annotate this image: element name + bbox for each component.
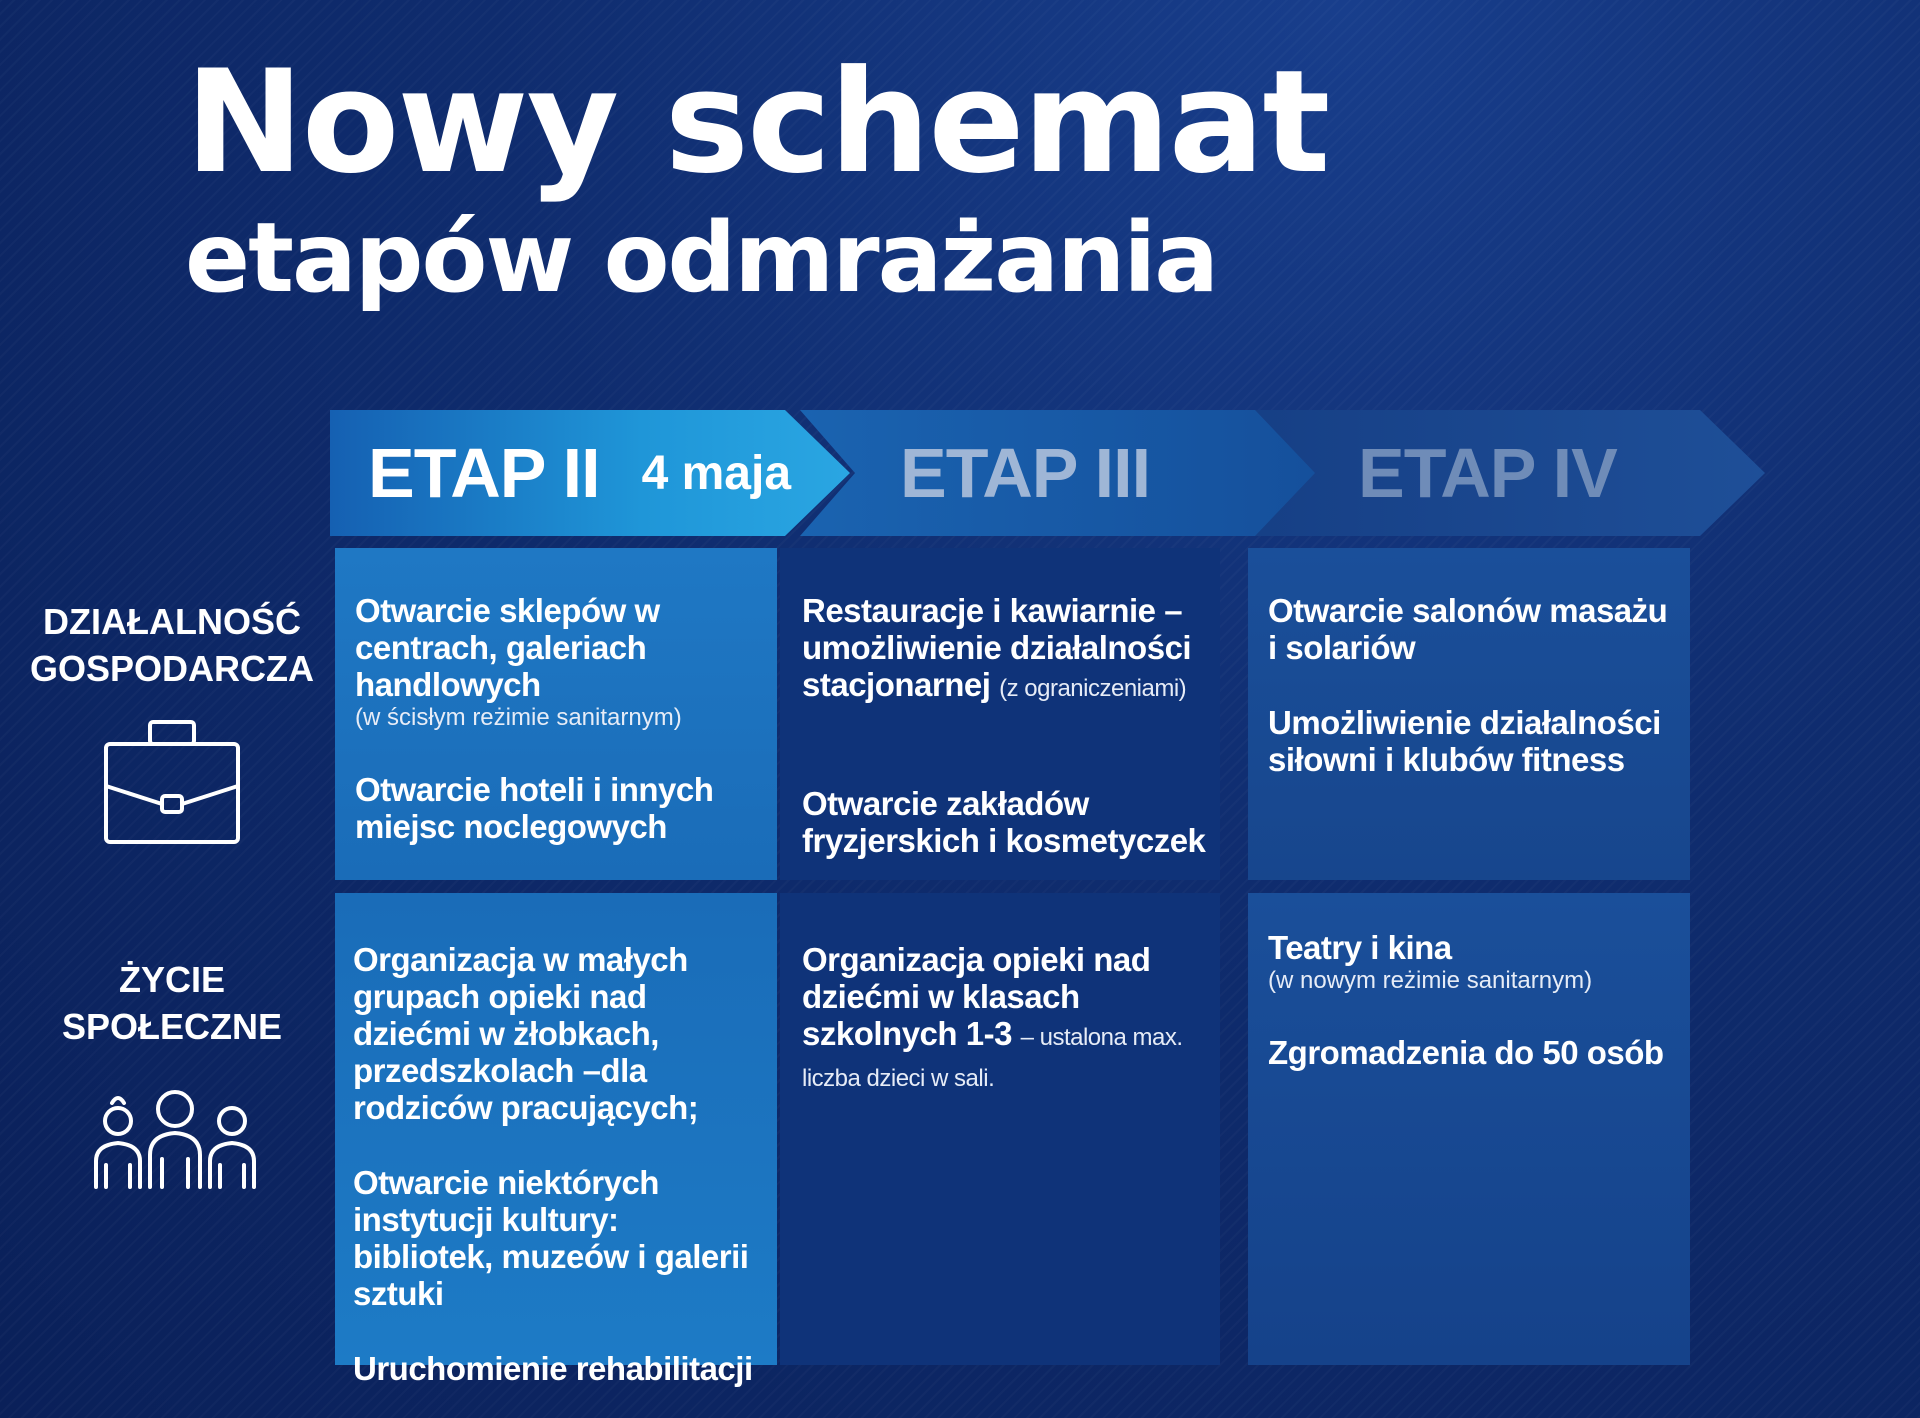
- cell-social-etap4-item1-note: (w nowym reżimie sanitarnym): [1268, 967, 1593, 994]
- spacer: [353, 1312, 767, 1350]
- stage-date-etap2: 4 maja: [641, 446, 792, 500]
- cell-business-etap3-item1: [802, 592, 1208, 707]
- cell-social-etap4: [1248, 893, 1690, 1365]
- cell-business-etap3-item1-text: Restauracje i kawiarnie – umożliwienie działalności stacjonarnej: [802, 592, 1192, 703]
- spacer: [802, 707, 1208, 785]
- cell-business-etap4: [1248, 548, 1690, 880]
- cell-social-etap3-item1-text: Organizacja opieki nad dziećmi w klasach szkolnych 1-3: [802, 941, 1151, 1052]
- cell-business-etap2: [335, 548, 777, 880]
- page-subtitle: etapów odmrażania: [185, 202, 1218, 314]
- stage-label-etap2: ETAP II: [368, 434, 600, 512]
- cell-social-etap4-item2: Zgromadzenia do 50 osób: [1268, 1034, 1664, 1071]
- cell-social-etap3-item1: [802, 941, 1200, 1097]
- cell-business-etap3-item2: Otwarcie zakładów fryzjerskich i kosmetyczek: [802, 785, 1206, 859]
- cell-business-etap2-item1: Otwarcie sklepów w centrach, galeriach handlowych: [355, 592, 660, 703]
- cell-business-etap4-item2: Umożliwienie działalności siłowni i klubów fitness: [1268, 704, 1661, 778]
- page-title: Nowy schemat: [185, 40, 1329, 205]
- cell-social-etap2-item2: Otwarcie niektórych instytucji kultury: bibliotek, muzeów i galerii sztuki: [353, 1164, 749, 1312]
- stage-label-etap3: ETAP III: [900, 434, 1151, 512]
- briefcase-icon: [102, 718, 242, 846]
- row-label-social: [22, 956, 322, 1050]
- cell-social-etap2-item3: Uruchomienie rehabilitacji: [353, 1350, 753, 1387]
- cell-business-etap2-item1-note: (w ścisłym reżimie sanitarnym): [355, 704, 682, 731]
- cell-social-etap2-item1: Organizacja w małych grupach opieki nad dziećmi w żłobkach, przedszkolach –dla rodziców pracujących;: [353, 941, 699, 1126]
- row-label-business: [22, 598, 322, 692]
- row-label-social-line2: SPOŁECZNE: [61, 1006, 283, 1047]
- cell-business-etap3-item1-note: (z ograniczeniami): [999, 675, 1187, 702]
- stage-arrow-etap3: [800, 410, 1320, 536]
- cell-social-etap3-item1-note: – ustalona max. liczba dzieci w sali.: [802, 1024, 1183, 1092]
- spacer: [1268, 996, 1680, 1034]
- cell-business-etap4-item1: Otwarcie salonów masażu i solariów: [1268, 592, 1668, 666]
- spacer: [353, 1126, 767, 1164]
- cell-social-etap4-item1: Teatry i kina: [1268, 929, 1452, 966]
- stage-arrow-etap2: [330, 410, 855, 536]
- spacer: [355, 733, 767, 771]
- cell-social-etap2: [335, 893, 777, 1387]
- stage-label-etap4: ETAP IV: [1358, 434, 1617, 512]
- row-label-business-line1: DZIAŁALNOŚĆ: [43, 601, 301, 642]
- cell-business-etap3: [780, 548, 1220, 880]
- people-group-icon: [90, 1085, 260, 1190]
- cell-social-etap3: [780, 893, 1220, 1365]
- spacer: [1268, 666, 1680, 704]
- row-label-business-line2: GOSPODARCZA: [29, 648, 314, 689]
- row-label-social-line1: ŻYCIE: [118, 959, 225, 1000]
- cell-business-etap2-item2: Otwarcie hoteli i innych miejsc noclegowych: [355, 771, 714, 845]
